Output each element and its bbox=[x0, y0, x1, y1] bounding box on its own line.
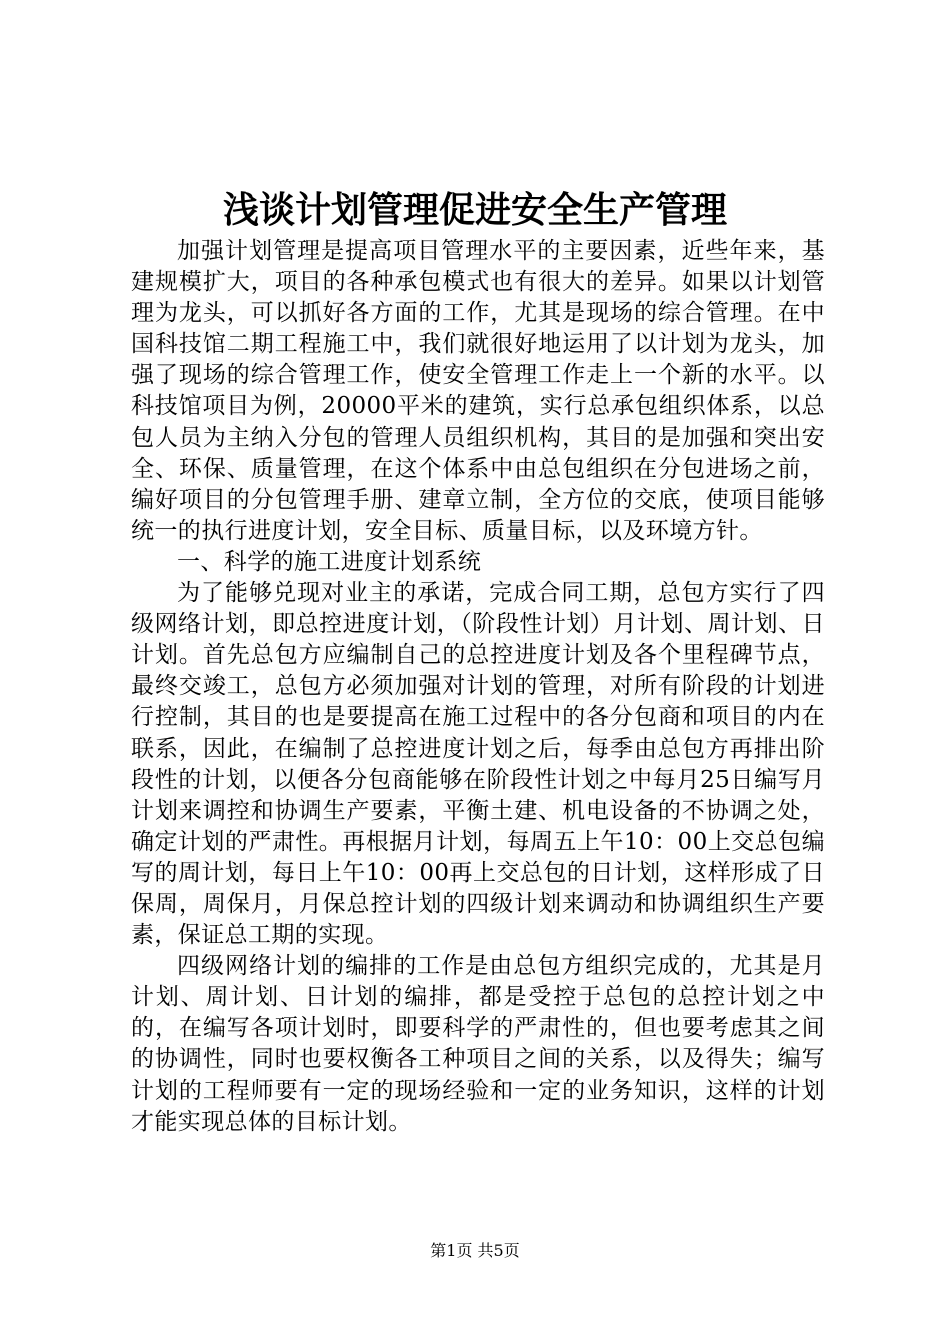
page-title: 浅谈计划管理促进安全生产管理 bbox=[222, 189, 727, 231]
page-number: 第1页 共5页 bbox=[430, 1241, 520, 1260]
document-body bbox=[131, 236, 825, 1138]
paragraph-schedule: 为了能够兑现对业主的承诺，完成合同工期，总包方实行了四级网络计划，即总控进度计划，（阶段性计划）月计划、周计划、日计划。首先总包方应编制自己的总控进度计划及各个里程碑节点，最终交竣工，总包方必须加强对计划的管理，对所有阶段的计划进行控制，其目的也是要提高在施工过程中的各分包商和项目的内在联系，因此，在编制了总控进度计划之后，每季由总包方再排出阶段性的计划，以便各分包商能够在阶段性计划之中每月25日编写月计划来调控和协调生产要素，平衡土建、机电设备的不协调之处，确定计划的严肃性。再根据月计划，每周五上午10：00上交总包编写的周计划，每日上午10：00再上交总包的日计划，这样形成了日保周，周保月，月保总控计划的四级计划来调动和协调组织生产要素，保证总工期的实现。 bbox=[131, 580, 825, 949]
section-heading: 一、科学的施工进度计划系统 bbox=[177, 548, 482, 575]
paragraph-intro: 加强计划管理是提高项目管理水平的主要因素，近些年来，基建规模扩大，项目的各种承包模式也有很大的差异。如果以计划管理为龙头，可以抓好各方面的工作，尤其是现场的综合管理。在中国科技馆二期工程施工中，我们就很好地运用了以计划为龙头，加强了现场的综合管理工作，使安全管理工作走上一个新的水平。以科技馆项目为例，20000平米的建筑，实行总承包组织体系，以总包人员为主纳入分包的管理人员组织机构，其目的是加强和突出安全、环保、质量管理，在这个体系中由总包组织在分包进场之前，编好项目的分包管理手册、建章立制，全方位的交底，使项目能够统一的执行进度计划，安全目标、质量目标，以及环境方针。 bbox=[131, 238, 825, 544]
paragraph-network-plan: 四级网络计划的编排的工作是由总包方组织完成的，尤其是月计划、周计划、日计划的编排，都是受控于总包的总控计划之中的，在编写各项计划时，即要科学的严肃性的，但也要考虑其之间的协调性，同时也要权衡各工种项目之间的关系，以及得失；编写计划的工程师要有一定的现场经验和一定的业务知识，这样的计划才能实现总体的目标计划。 bbox=[131, 953, 825, 1135]
